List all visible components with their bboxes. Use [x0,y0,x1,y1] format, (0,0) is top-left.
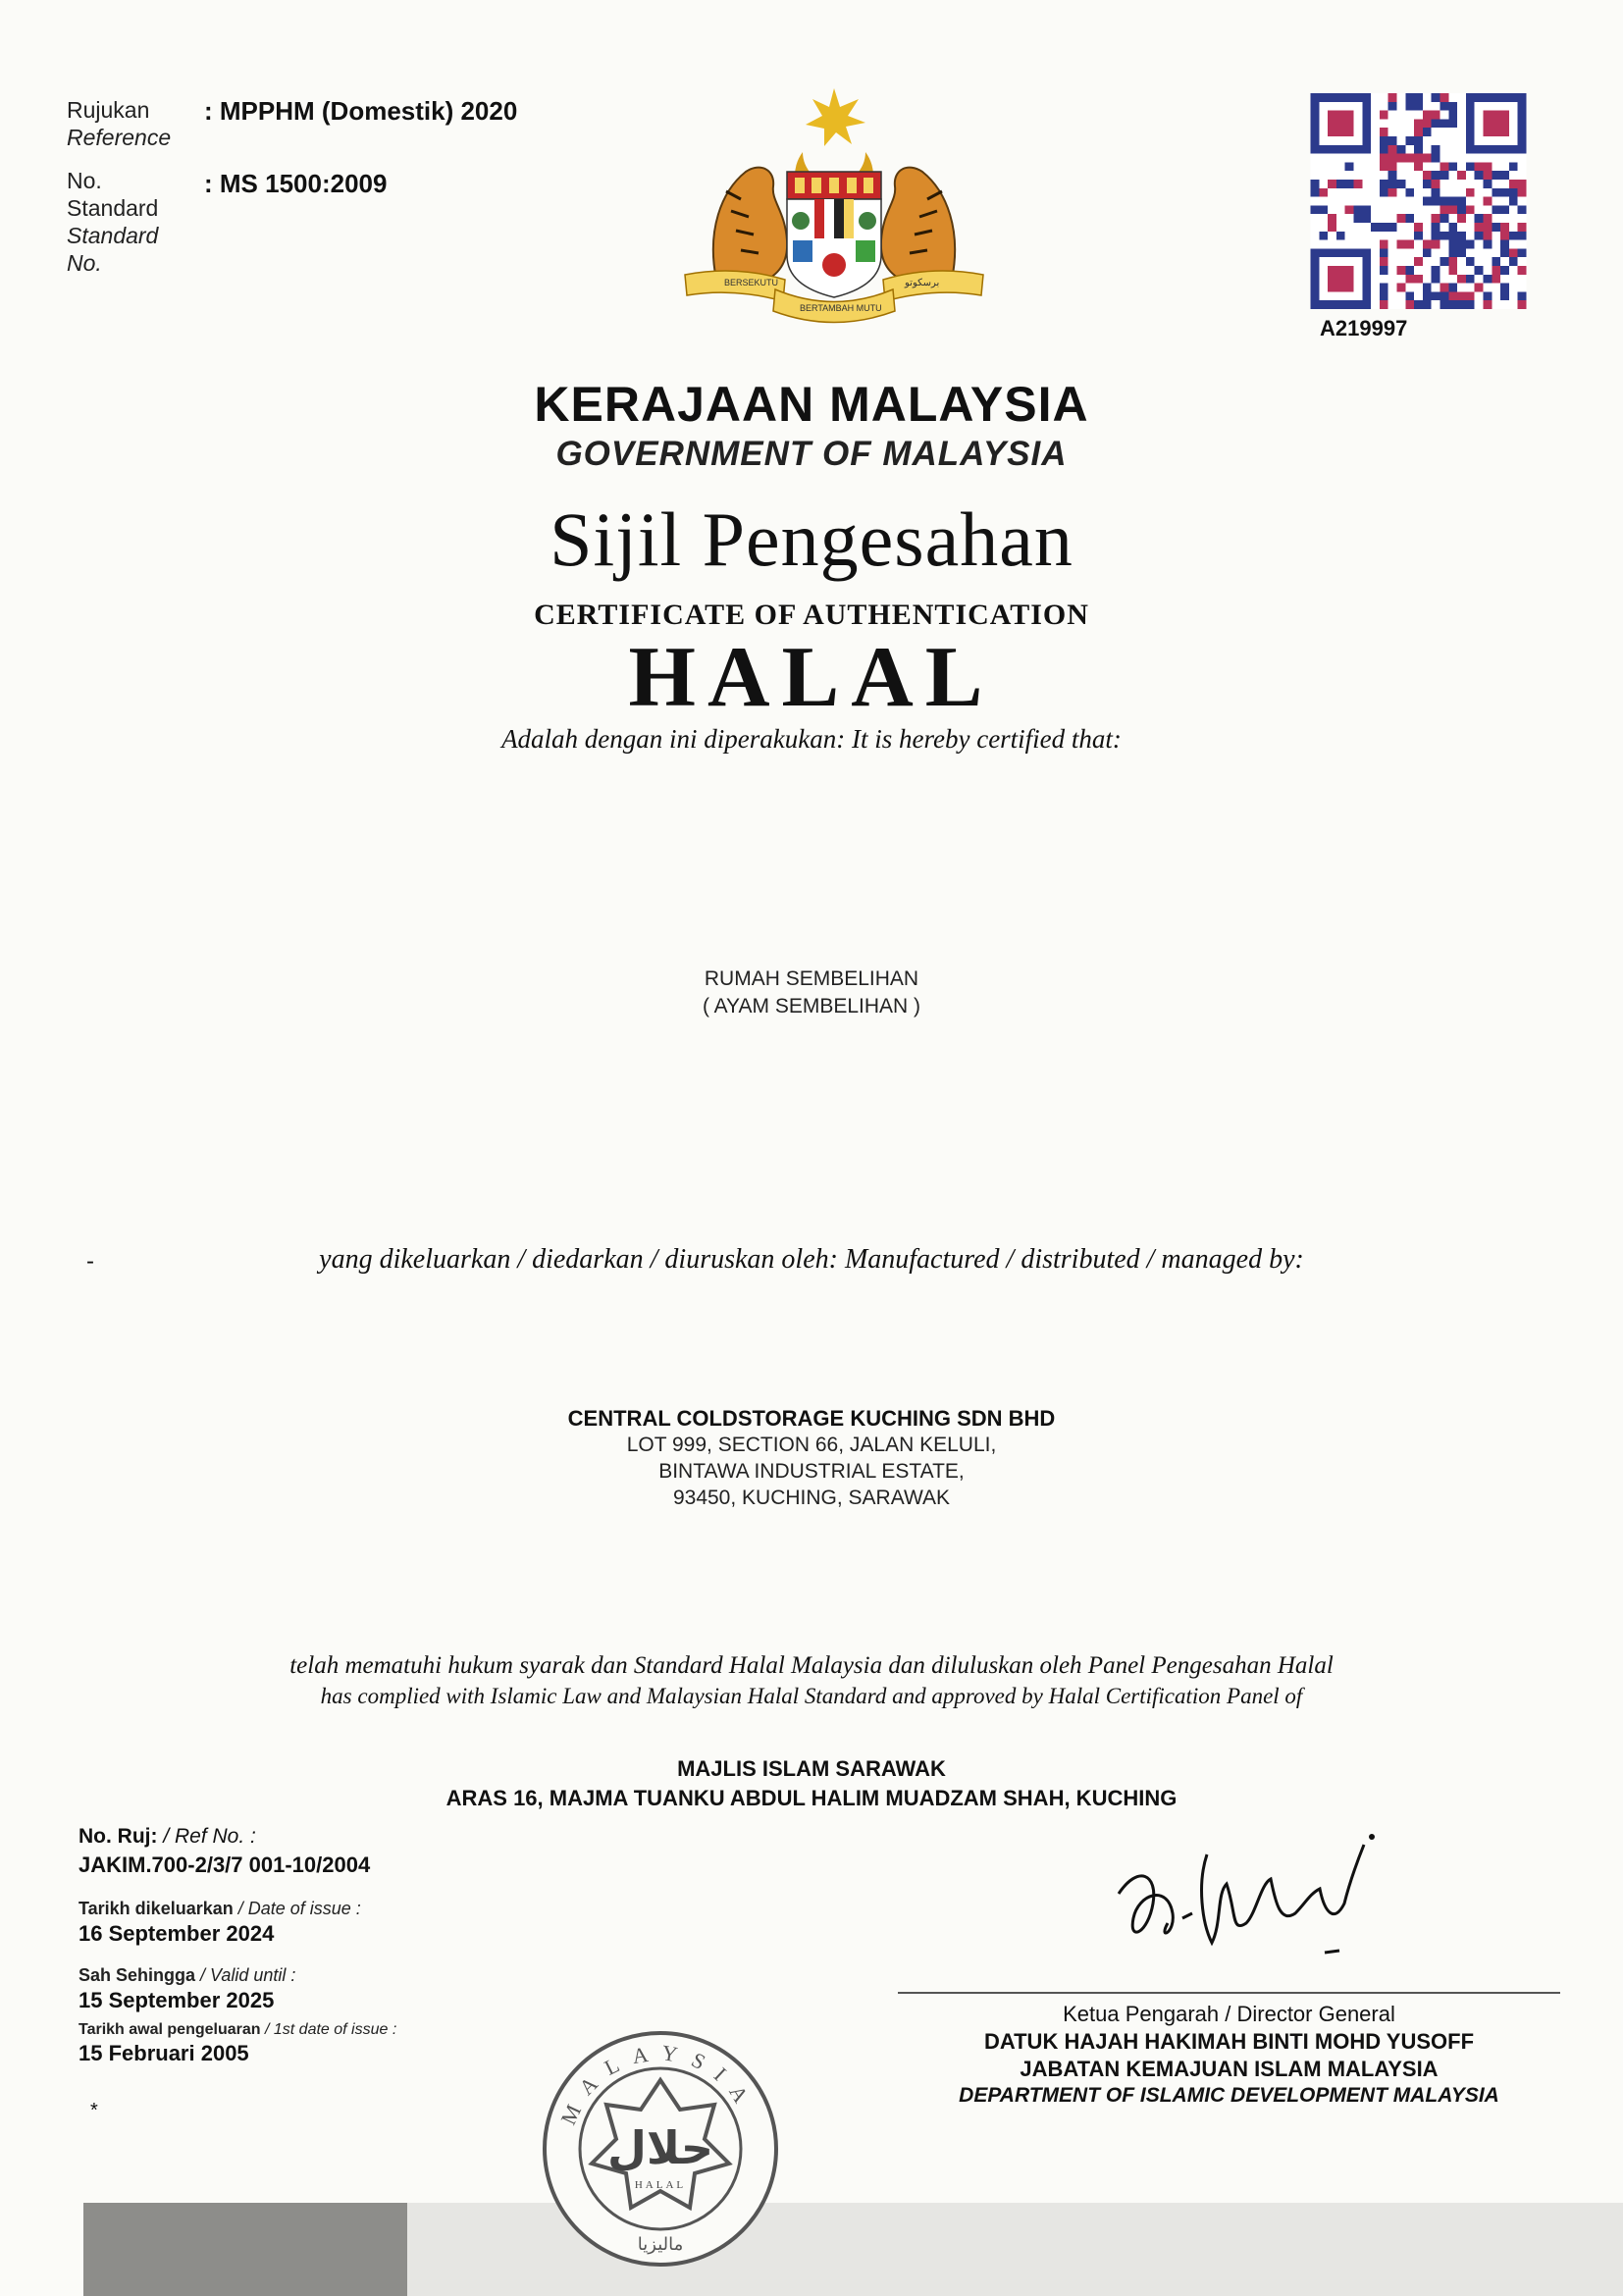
compliance-line-en: has complied with Islamic Law and Malaysian Halal Standard and approved by Halal Certification Panel of [320,1684,1303,1708]
halal-arabic: حلال [607,2121,713,2174]
right-tiger-icon [881,168,955,285]
motto-bottom: BERTAMBAH MUTU [800,303,882,313]
title-certificate-of-authentication: CERTIFICATE OF AUTHENTICATION [534,599,1089,631]
product-line-1: RUMAH SEMBELIHAN [704,967,919,990]
title-sijil-pengesahan: Sijil Pengesahan [550,496,1073,582]
signature [1099,1825,1393,1972]
star-icon [806,88,865,146]
footer-dark-strip [83,2203,407,2296]
product-line-2: ( AYAM SEMBELIHAN ) [702,995,921,1018]
manufactured-line: yang dikeluarkan / diedarkan / diuruskan oleh: Manufactured / distributed / managed by: [319,1244,1304,1275]
signatory-dept-en: DEPARTMENT OF ISLAMIC DEVELOPMENT MALAYSIA [959,2084,1499,2107]
council-name: MAJLIS ISLAM SARAWAK [677,1756,946,1781]
compliance-line-my: telah mematuhi hukum syarak dan Standard Halal Malaysia dan diluluskan oleh Panel Pengesahan Halal [289,1652,1334,1679]
halal-latin: HALAL [634,2179,687,2191]
left-tiger-icon [713,168,787,285]
ref-no-label: No. Ruj: / Ref No. : [79,1825,256,1848]
valid-until-value: 15 September 2025 [79,1988,275,2012]
reference-value: : MPPHM (Domestik) 2020 [204,96,518,126]
council-address: ARAS 16, MAJMA TUANKU ABDUL HALIM MUADZAM SHAH, KUCHING [445,1786,1178,1810]
coat-of-arms-emblem [677,83,991,329]
asterisk-marker: * [90,2100,98,2121]
first-issue-label: Tarikh awal pengeluaran / 1st date of issue : [79,2021,397,2038]
signatory-name: DATUK HAJAH HAKIMAH BINTI MOHD YUSOFF [983,2029,1475,2054]
halal-ring-text: MALAYSIA [555,2040,761,2129]
qr-code [1308,93,1529,309]
title-government-of-malaysia: GOVERNMENT OF MALAYSIA [555,435,1068,473]
company-address-3: 93450, KUCHING, SARAWAK [672,1487,951,1509]
standard-value: : MS 1500:2009 [204,169,388,198]
reference-label: Rujukan Reference [67,97,172,150]
signatory-role: Ketua Pengarah / Director General [1063,2002,1395,2026]
title-kerajaan-malaysia: KERAJAAN MALAYSIA [534,377,1089,432]
signatory-dept-my: JABATAN KEMAJUAN ISLAM MALAYSIA [1020,2057,1439,2081]
first-issue-value: 15 Februari 2005 [79,2041,249,2065]
standard-label: No. Standard Standard No. [67,168,159,276]
company-name: CENTRAL COLDSTORAGE KUCHING SDN BHD [567,1406,1056,1431]
company-address-1: LOT 999, SECTION 66, JALAN KELULI, [626,1434,997,1456]
serial-number: A219997 [1320,316,1408,340]
dash-marker: - [86,1248,94,1275]
certified-line: Adalah dengan ini diperakukan: It is hereby certified that: [501,724,1122,754]
ref-no-value: JAKIM.700-2/3/7 001-10/2004 [79,1852,371,1877]
company-address-2: BINTAWA INDUSTRIAL ESTATE, [658,1460,965,1483]
title-halal: HALAL [628,630,995,725]
motto-left: BERSEKUTU [724,278,779,287]
motto-right: برسکوتو [905,278,940,288]
signature-rule [898,1992,1560,1994]
issue-date-value: 16 September 2024 [79,1921,275,1946]
issue-date-label: Tarikh dikeluarkan / Date of issue : [79,1899,361,1918]
halal-logo [538,2026,783,2271]
halal-bottom-arabic: ماليزيا [637,2234,684,2255]
valid-until-label: Sah Sehingga / Valid until : [79,1965,296,1985]
